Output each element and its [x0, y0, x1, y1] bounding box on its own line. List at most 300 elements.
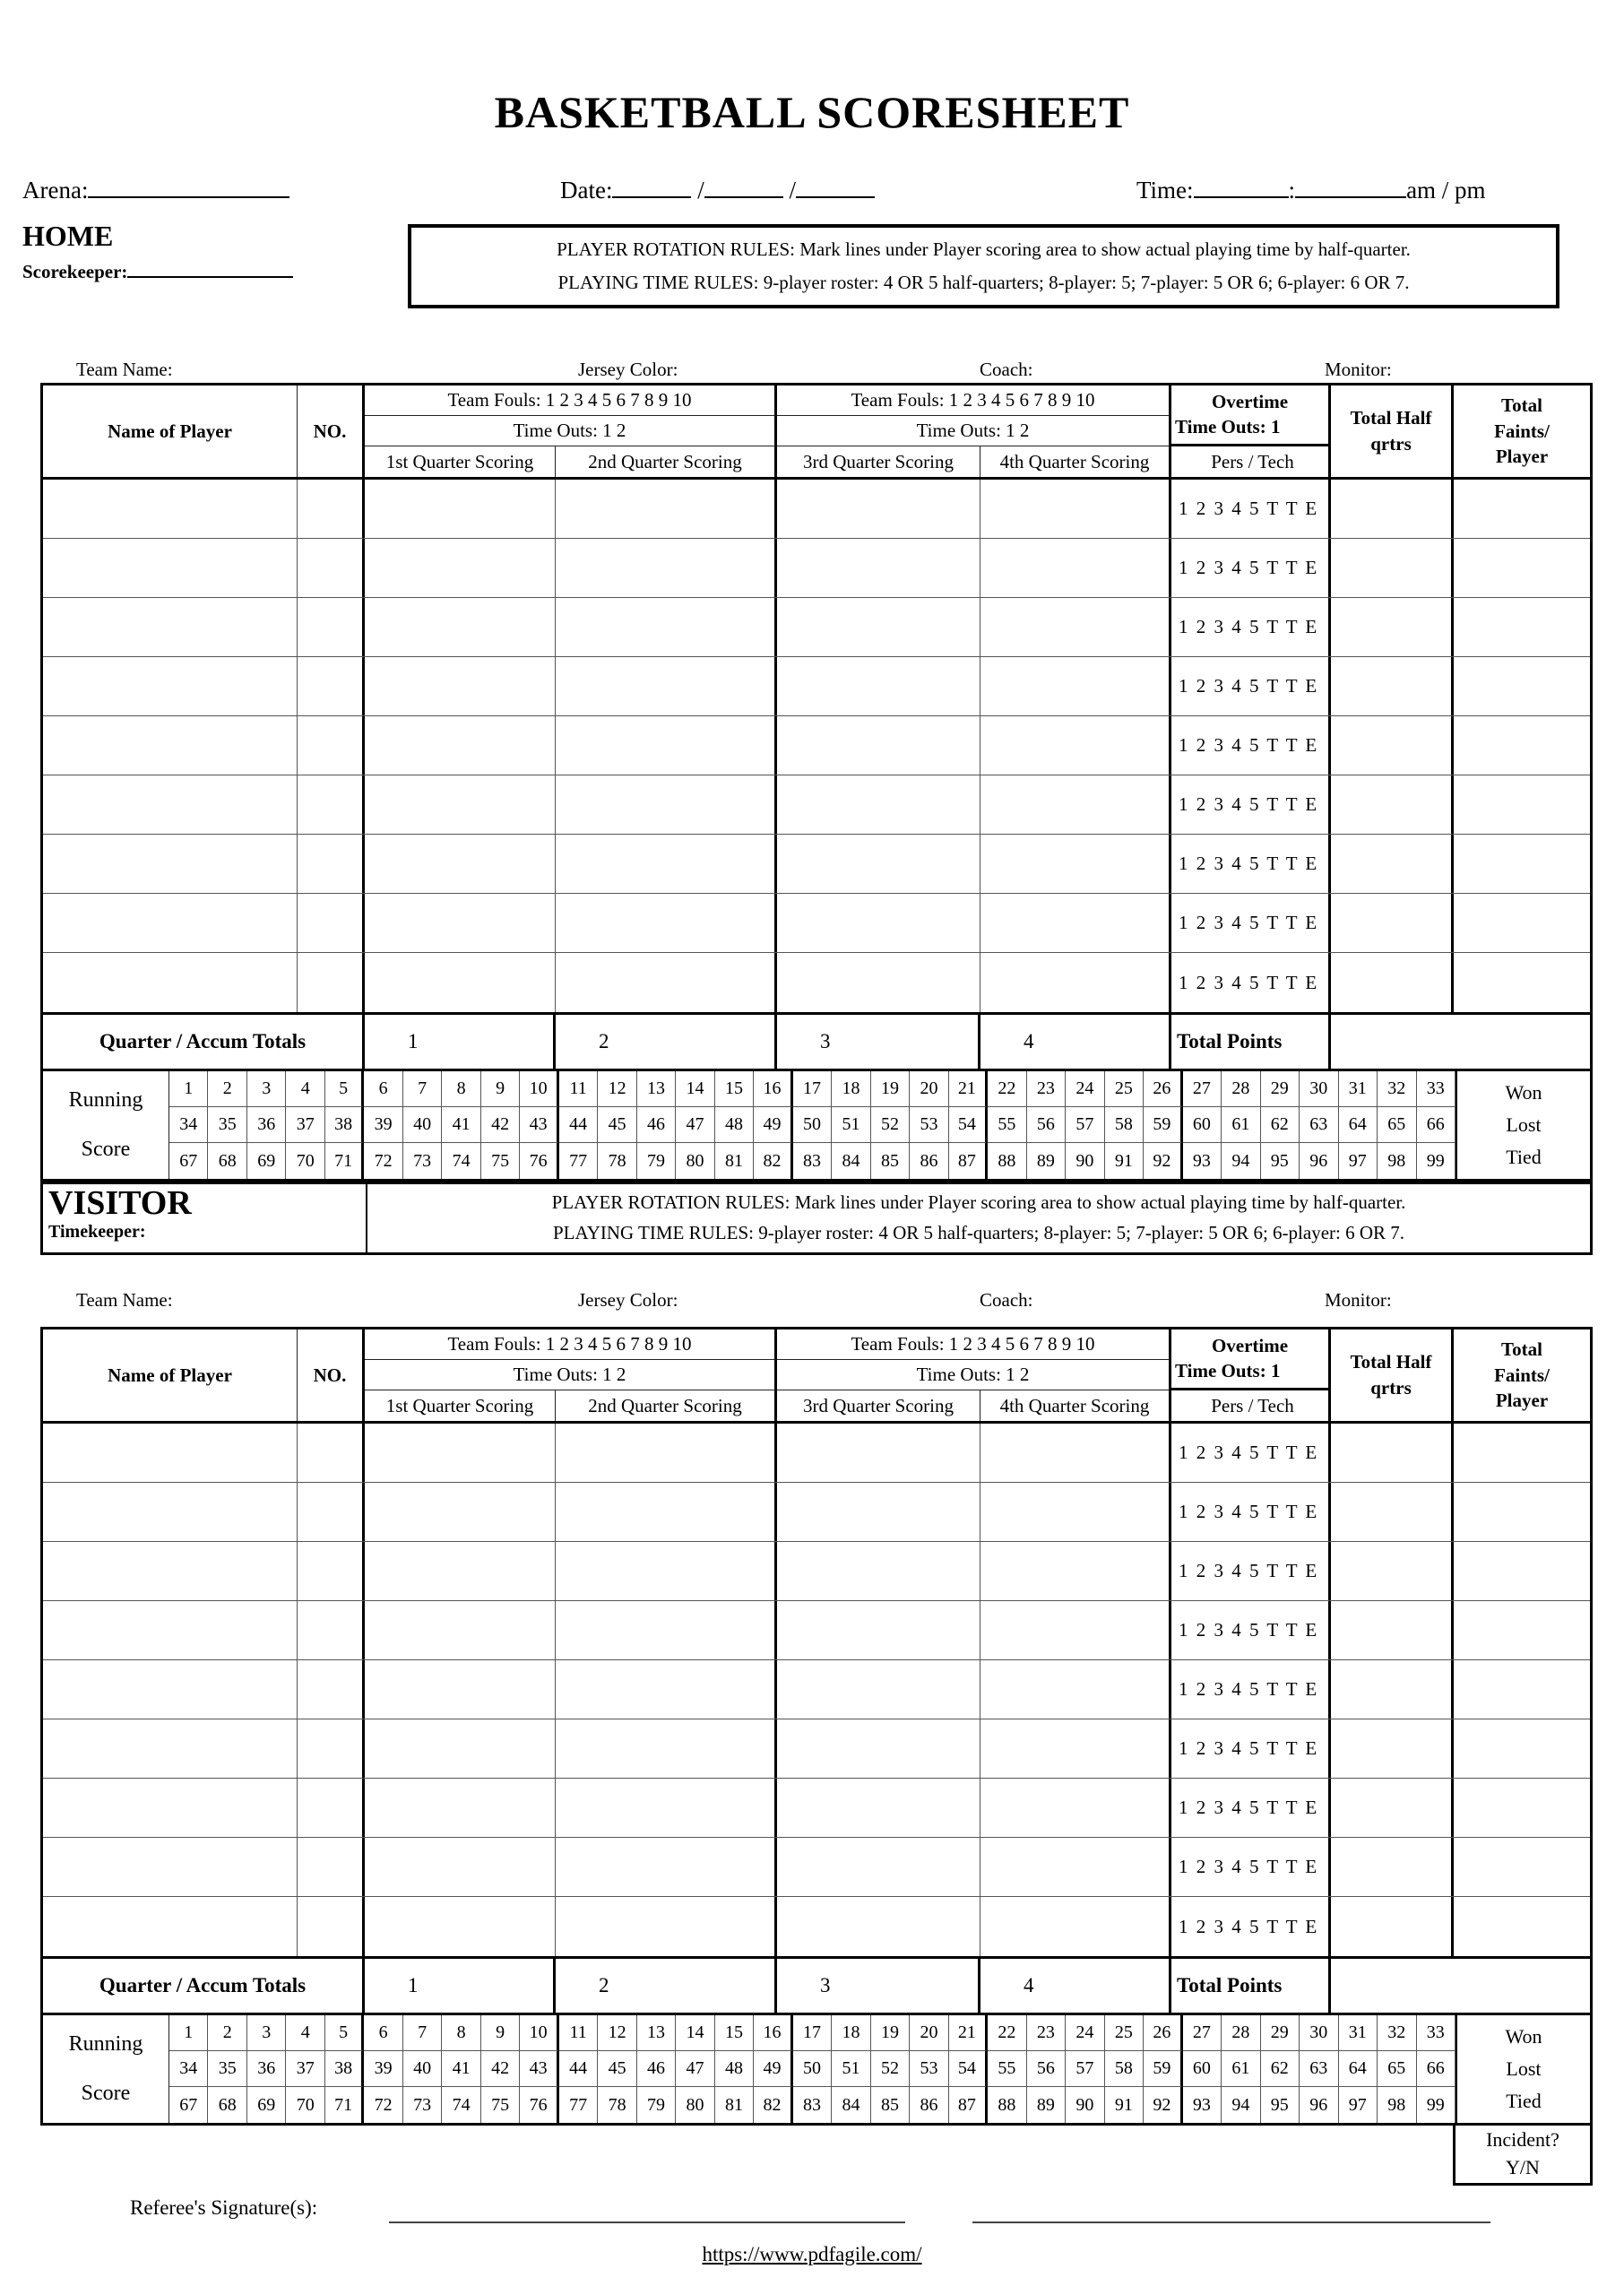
running-score-number[interactable]: 13 [637, 1071, 676, 1107]
running-score-number[interactable]: 47 [676, 2051, 714, 2087]
q4-scoring-cell[interactable] [980, 657, 1171, 715]
running-score-number[interactable]: 88 [988, 1143, 1026, 1179]
running-score-number[interactable]: 28 [1222, 1071, 1260, 1107]
running-score-number[interactable]: 45 [598, 2051, 636, 2087]
pers-tech-fouls-scale-cell[interactable]: 1 2 3 4 5 T T E [1171, 1601, 1331, 1659]
running-score-number[interactable]: 61 [1222, 1107, 1260, 1143]
running-score-number[interactable]: 29 [1261, 2015, 1300, 2051]
q1-scoring-cell[interactable] [365, 1838, 556, 1896]
running-score-number[interactable]: 23 [1027, 2015, 1066, 2051]
q2-total-cell[interactable]: 2 [556, 1959, 777, 2013]
running-score-number[interactable]: 98 [1378, 1143, 1416, 1179]
q3-scoring-cell[interactable] [777, 1897, 980, 1956]
player-no-cell[interactable] [298, 1483, 365, 1541]
total-faints-cell[interactable] [1454, 894, 1590, 952]
total-faints-cell[interactable] [1454, 716, 1590, 775]
running-score-number[interactable]: 87 [949, 2087, 988, 2123]
pers-tech-fouls-scale-cell[interactable]: 1 2 3 4 5 T T E [1171, 657, 1331, 715]
total-half-cell[interactable] [1331, 539, 1454, 597]
running-score-number[interactable]: 53 [910, 1107, 948, 1143]
result-option[interactable]: Lost [1506, 2057, 1542, 2080]
running-score-number[interactable]: 50 [793, 1107, 832, 1143]
running-score-number[interactable]: 46 [637, 1107, 676, 1143]
running-score-number[interactable]: 34 [169, 1107, 208, 1143]
q2-scoring-cell[interactable] [556, 1719, 777, 1778]
q3-scoring-cell[interactable] [777, 1719, 980, 1778]
q2-scoring-cell[interactable] [556, 894, 777, 952]
running-score-number[interactable]: 17 [793, 1071, 832, 1107]
running-score-number[interactable]: 97 [1339, 1143, 1378, 1179]
total-faints-cell[interactable] [1454, 1660, 1590, 1719]
running-score-number[interactable]: 46 [637, 2051, 676, 2087]
player-name-cell[interactable] [43, 835, 298, 893]
running-score-number[interactable]: 32 [1378, 1071, 1416, 1107]
running-score-number[interactable]: 30 [1300, 2015, 1338, 2051]
q4-scoring-cell[interactable] [980, 1779, 1171, 1837]
referee-signature-line-1[interactable] [389, 2221, 905, 2223]
running-score-number[interactable]: 30 [1300, 1071, 1338, 1107]
total-half-cell[interactable] [1331, 953, 1454, 1012]
running-score-number[interactable]: 48 [715, 2051, 754, 2087]
running-score-number[interactable]: 52 [871, 1107, 910, 1143]
running-score-number[interactable]: 81 [715, 2087, 754, 2123]
running-score-number[interactable]: 40 [403, 2051, 442, 2087]
q1-scoring-cell[interactable] [365, 953, 556, 1012]
player-name-cell[interactable] [43, 1601, 298, 1659]
running-score-number[interactable]: 4 [286, 2015, 324, 2051]
running-score-number[interactable]: 94 [1222, 1143, 1260, 1179]
q2-scoring-cell[interactable] [556, 1601, 777, 1659]
incident-yn-option[interactable]: Y/N [1506, 2156, 1540, 2178]
running-score-number[interactable]: 99 [1417, 1143, 1456, 1179]
running-score-number[interactable]: 52 [871, 2051, 910, 2087]
total-half-cell[interactable] [1331, 1483, 1454, 1541]
running-score-number[interactable]: 1 [169, 2015, 208, 2051]
running-score-number[interactable]: 44 [559, 2051, 598, 2087]
q1-scoring-cell[interactable] [365, 1542, 556, 1600]
time-outs-header-right[interactable]: Time Outs: 1 2 [777, 416, 1171, 446]
pers-tech-fouls-scale-cell[interactable]: 1 2 3 4 5 T T E [1171, 1719, 1331, 1778]
player-no-cell[interactable] [298, 953, 365, 1012]
running-score-number[interactable]: 38 [325, 2051, 364, 2087]
total-faints-cell[interactable] [1454, 539, 1590, 597]
running-score-number[interactable]: 86 [910, 1143, 948, 1179]
running-score-number[interactable]: 31 [1339, 1071, 1378, 1107]
running-score-number[interactable]: 14 [676, 2015, 714, 2051]
running-score-number[interactable]: 15 [715, 2015, 754, 2051]
running-score-number[interactable]: 79 [637, 1143, 676, 1179]
running-score-number[interactable]: 49 [754, 2051, 792, 2087]
total-half-cell[interactable] [1331, 1719, 1454, 1778]
running-score-number[interactable]: 26 [1144, 1071, 1182, 1107]
running-score-number[interactable]: 34 [169, 2051, 208, 2087]
q1-scoring-cell[interactable] [365, 1779, 556, 1837]
total-faints-cell[interactable] [1454, 598, 1590, 656]
q3-scoring-cell[interactable] [777, 953, 980, 1012]
running-score-number[interactable]: 69 [247, 1143, 286, 1179]
running-score-number[interactable]: 38 [325, 1107, 364, 1143]
running-score-number[interactable]: 73 [403, 1143, 442, 1179]
q4-scoring-cell[interactable] [980, 835, 1171, 893]
q1-scoring-cell[interactable] [365, 894, 556, 952]
running-score-number[interactable]: 23 [1027, 1071, 1066, 1107]
running-score-number[interactable]: 70 [286, 1143, 324, 1179]
total-faints-cell[interactable] [1454, 1838, 1590, 1896]
running-score-number[interactable]: 25 [1105, 1071, 1144, 1107]
running-score-number[interactable]: 85 [871, 1143, 910, 1179]
player-no-cell[interactable] [298, 1601, 365, 1659]
running-score-number[interactable]: 56 [1027, 1107, 1066, 1143]
player-no-cell[interactable] [298, 539, 365, 597]
running-score-number[interactable]: 12 [598, 1071, 636, 1107]
running-score-number[interactable]: 22 [988, 2015, 1026, 2051]
player-no-cell[interactable] [298, 1660, 365, 1719]
running-score-number[interactable]: 10 [520, 2015, 558, 2051]
q3-scoring-cell[interactable] [777, 1483, 980, 1541]
running-score-number[interactable]: 17 [793, 2015, 832, 2051]
running-score-number[interactable]: 80 [676, 1143, 714, 1179]
q2-scoring-cell[interactable] [556, 835, 777, 893]
total-half-cell[interactable] [1331, 1424, 1454, 1482]
time-hour-line[interactable] [1194, 172, 1289, 198]
running-score-number[interactable]: 60 [1183, 1107, 1222, 1143]
total-faints-cell[interactable] [1454, 1542, 1590, 1600]
running-score-number[interactable]: 78 [598, 1143, 636, 1179]
running-score-number[interactable]: 48 [715, 1107, 754, 1143]
total-faints-cell[interactable] [1454, 1483, 1590, 1541]
running-score-number[interactable]: 83 [793, 2087, 832, 2123]
running-score-number[interactable]: 73 [403, 2087, 442, 2123]
running-score-number[interactable]: 86 [910, 2087, 948, 2123]
player-name-cell[interactable] [43, 1838, 298, 1896]
running-score-number[interactable]: 41 [442, 2051, 480, 2087]
total-half-cell[interactable] [1331, 716, 1454, 775]
running-score-number[interactable]: 63 [1300, 1107, 1338, 1143]
q2-scoring-cell[interactable] [556, 716, 777, 775]
player-no-cell[interactable] [298, 1542, 365, 1600]
player-name-cell[interactable] [43, 1424, 298, 1482]
arena-input-line[interactable] [88, 172, 289, 198]
running-score-number[interactable]: 54 [949, 1107, 988, 1143]
running-score-number[interactable]: 59 [1144, 2051, 1182, 2087]
player-name-cell[interactable] [43, 539, 298, 597]
date-month-line[interactable] [612, 172, 691, 198]
running-score-number[interactable]: 88 [988, 2087, 1026, 2123]
q3-scoring-cell[interactable] [777, 1838, 980, 1896]
q1-total-cell[interactable]: 1 [365, 1959, 556, 2013]
player-no-cell[interactable] [298, 598, 365, 656]
total-half-cell[interactable] [1331, 1779, 1454, 1837]
time-minute-line[interactable] [1295, 172, 1406, 198]
running-score-number[interactable]: 92 [1144, 2087, 1182, 2123]
running-score-number[interactable]: 81 [715, 1143, 754, 1179]
total-faints-cell[interactable] [1454, 1719, 1590, 1778]
q4-scoring-cell[interactable] [980, 775, 1171, 834]
running-score-number[interactable]: 49 [754, 1107, 792, 1143]
player-name-cell[interactable] [43, 1660, 298, 1719]
running-score-number[interactable]: 40 [403, 1107, 442, 1143]
q3-scoring-cell[interactable] [777, 1779, 980, 1837]
q4-scoring-cell[interactable] [980, 480, 1171, 538]
running-score-number[interactable]: 29 [1261, 1071, 1300, 1107]
q4-total-cell[interactable]: 4 [980, 1015, 1171, 1069]
running-score-number[interactable]: 50 [793, 2051, 832, 2087]
player-name-cell[interactable] [43, 657, 298, 715]
total-half-cell[interactable] [1331, 894, 1454, 952]
pers-tech-fouls-scale-cell[interactable]: 1 2 3 4 5 T T E [1171, 1483, 1331, 1541]
running-score-number[interactable]: 35 [208, 2051, 246, 2087]
q2-total-cell[interactable]: 2 [556, 1015, 777, 1069]
q4-scoring-cell[interactable] [980, 1660, 1171, 1719]
running-score-number[interactable]: 99 [1417, 2087, 1456, 2123]
q4-scoring-cell[interactable] [980, 1897, 1171, 1956]
q4-scoring-cell[interactable] [980, 1483, 1171, 1541]
running-score-number[interactable]: 94 [1222, 2087, 1260, 2123]
player-no-cell[interactable] [298, 1719, 365, 1778]
total-half-cell[interactable] [1331, 1897, 1454, 1956]
player-name-cell[interactable] [43, 1897, 298, 1956]
q1-scoring-cell[interactable] [365, 657, 556, 715]
player-name-cell[interactable] [43, 1779, 298, 1837]
q4-scoring-cell[interactable] [980, 953, 1171, 1012]
q3-scoring-cell[interactable] [777, 539, 980, 597]
running-score-number[interactable]: 76 [520, 2087, 558, 2123]
referee-signature-line-2[interactable] [972, 2221, 1490, 2223]
player-name-cell[interactable] [43, 716, 298, 775]
time-outs-header-right[interactable]: Time Outs: 1 2 [777, 1360, 1171, 1390]
player-name-cell[interactable] [43, 1542, 298, 1600]
q3-scoring-cell[interactable] [777, 894, 980, 952]
running-score-number[interactable]: 91 [1105, 1143, 1144, 1179]
running-score-number[interactable]: 13 [637, 2015, 676, 2051]
total-faints-cell[interactable] [1454, 1601, 1590, 1659]
running-score-number[interactable]: 66 [1417, 2051, 1456, 2087]
running-score-number[interactable]: 76 [520, 1143, 558, 1179]
time-outs-header-left[interactable]: Time Outs: 1 2 [365, 1360, 777, 1390]
running-score-number[interactable]: 47 [676, 1107, 714, 1143]
running-score-number[interactable]: 4 [286, 1071, 324, 1107]
running-score-number[interactable]: 67 [169, 1143, 208, 1179]
total-points-value-cell[interactable] [1331, 1015, 1590, 1069]
team-fouls-header-right[interactable]: Team Fouls: 1 2 3 4 5 6 7 8 9 10 [777, 1329, 1171, 1360]
player-no-cell[interactable] [298, 1897, 365, 1956]
total-half-cell[interactable] [1331, 775, 1454, 834]
q2-scoring-cell[interactable] [556, 1838, 777, 1896]
total-half-cell[interactable] [1331, 480, 1454, 538]
running-score-number[interactable]: 41 [442, 1107, 480, 1143]
q1-scoring-cell[interactable] [365, 1719, 556, 1778]
total-faints-cell[interactable] [1454, 1897, 1590, 1956]
pers-tech-fouls-scale-cell[interactable]: 1 2 3 4 5 T T E [1171, 480, 1331, 538]
running-score-number[interactable]: 93 [1183, 2087, 1222, 2123]
q4-scoring-cell[interactable] [980, 1838, 1171, 1896]
running-score-number[interactable]: 6 [364, 1071, 402, 1107]
running-score-number[interactable]: 25 [1105, 2015, 1144, 2051]
running-score-number[interactable]: 3 [247, 1071, 286, 1107]
running-score-number[interactable]: 90 [1066, 1143, 1104, 1179]
player-name-cell[interactable] [43, 598, 298, 656]
q3-scoring-cell[interactable] [777, 1601, 980, 1659]
result-option[interactable]: Lost [1506, 1113, 1542, 1136]
pers-tech-fouls-scale-cell[interactable]: 1 2 3 4 5 T T E [1171, 1660, 1331, 1719]
player-no-cell[interactable] [298, 1779, 365, 1837]
running-score-number[interactable]: 20 [910, 1071, 948, 1107]
date-year-line[interactable] [796, 172, 875, 198]
running-score-number[interactable]: 1 [169, 1071, 208, 1107]
total-faints-cell[interactable] [1454, 480, 1590, 538]
q4-scoring-cell[interactable] [980, 716, 1171, 775]
q3-scoring-cell[interactable] [777, 1660, 980, 1719]
running-score-number[interactable]: 11 [559, 2015, 598, 2051]
q1-scoring-cell[interactable] [365, 1660, 556, 1719]
running-score-number[interactable]: 71 [325, 1143, 364, 1179]
running-score-number[interactable]: 64 [1339, 1107, 1378, 1143]
q2-scoring-cell[interactable] [556, 1779, 777, 1837]
running-score-number[interactable]: 82 [754, 2087, 792, 2123]
running-score-number[interactable]: 85 [871, 2087, 910, 2123]
q2-scoring-cell[interactable] [556, 598, 777, 656]
team-fouls-header-left[interactable]: Team Fouls: 1 2 3 4 5 6 7 8 9 10 [365, 385, 777, 416]
running-score-number[interactable]: 58 [1105, 2051, 1144, 2087]
result-option[interactable]: Tied [1506, 1146, 1542, 1168]
running-score-number[interactable]: 83 [793, 1143, 832, 1179]
player-name-cell[interactable] [43, 480, 298, 538]
q3-scoring-cell[interactable] [777, 716, 980, 775]
running-score-number[interactable]: 6 [364, 2015, 402, 2051]
running-score-number[interactable]: 32 [1378, 2015, 1416, 2051]
running-score-number[interactable]: 56 [1027, 2051, 1066, 2087]
q2-scoring-cell[interactable] [556, 1483, 777, 1541]
player-no-cell[interactable] [298, 775, 365, 834]
q2-scoring-cell[interactable] [556, 657, 777, 715]
running-score-number[interactable]: 75 [481, 2087, 520, 2123]
running-score-number[interactable]: 42 [481, 1107, 520, 1143]
q3-scoring-cell[interactable] [777, 657, 980, 715]
running-score-number[interactable]: 39 [364, 2051, 402, 2087]
running-score-number[interactable]: 60 [1183, 2051, 1222, 2087]
q1-total-cell[interactable]: 1 [365, 1015, 556, 1069]
running-score-number[interactable]: 51 [832, 2051, 870, 2087]
player-no-cell[interactable] [298, 894, 365, 952]
q4-scoring-cell[interactable] [980, 1424, 1171, 1482]
running-score-number[interactable]: 77 [559, 1143, 598, 1179]
running-score-number[interactable]: 12 [598, 2015, 636, 2051]
q1-scoring-cell[interactable] [365, 1601, 556, 1659]
running-score-number[interactable]: 89 [1027, 1143, 1066, 1179]
running-score-number[interactable]: 74 [442, 1143, 480, 1179]
q2-scoring-cell[interactable] [556, 1424, 777, 1482]
running-score-number[interactable]: 55 [988, 2051, 1026, 2087]
pers-tech-fouls-scale-cell[interactable]: 1 2 3 4 5 T T E [1171, 1424, 1331, 1482]
player-no-cell[interactable] [298, 1424, 365, 1482]
pers-tech-fouls-scale-cell[interactable]: 1 2 3 4 5 T T E [1171, 953, 1331, 1012]
running-score-number[interactable]: 21 [949, 2015, 988, 2051]
running-score-number[interactable]: 2 [208, 1071, 246, 1107]
q3-scoring-cell[interactable] [777, 1542, 980, 1600]
q4-scoring-cell[interactable] [980, 1719, 1171, 1778]
running-score-number[interactable]: 7 [403, 1071, 442, 1107]
scorekeeper-input-line[interactable] [127, 257, 293, 278]
q2-scoring-cell[interactable] [556, 775, 777, 834]
pers-tech-fouls-scale-cell[interactable]: 1 2 3 4 5 T T E [1171, 716, 1331, 775]
running-score-number[interactable]: 59 [1144, 1107, 1182, 1143]
running-score-number[interactable]: 8 [442, 1071, 480, 1107]
pers-tech-fouls-scale-cell[interactable]: 1 2 3 4 5 T T E [1171, 1838, 1331, 1896]
running-score-number[interactable]: 31 [1339, 2015, 1378, 2051]
running-score-number[interactable]: 77 [559, 2087, 598, 2123]
running-score-number[interactable]: 3 [247, 2015, 286, 2051]
running-score-number[interactable]: 18 [832, 2015, 870, 2051]
result-option[interactable]: Won [1505, 1081, 1542, 1104]
running-score-number[interactable]: 11 [559, 1071, 598, 1107]
running-score-number[interactable]: 71 [325, 2087, 364, 2123]
total-half-cell[interactable] [1331, 1838, 1454, 1896]
running-score-number[interactable]: 33 [1417, 1071, 1456, 1107]
q2-scoring-cell[interactable] [556, 539, 777, 597]
running-score-number[interactable]: 84 [832, 1143, 870, 1179]
running-score-number[interactable]: 28 [1222, 2015, 1260, 2051]
running-score-number[interactable]: 87 [949, 1143, 988, 1179]
running-score-number[interactable]: 97 [1339, 2087, 1378, 2123]
running-score-number[interactable]: 26 [1144, 2015, 1182, 2051]
running-score-number[interactable]: 64 [1339, 2051, 1378, 2087]
total-half-cell[interactable] [1331, 657, 1454, 715]
running-score-number[interactable]: 74 [442, 2087, 480, 2123]
running-score-number[interactable]: 9 [481, 2015, 520, 2051]
running-score-number[interactable]: 19 [871, 2015, 910, 2051]
running-score-number[interactable]: 78 [598, 2087, 636, 2123]
running-score-number[interactable]: 75 [481, 1143, 520, 1179]
incident-box[interactable] [1453, 2123, 1593, 2186]
pers-tech-fouls-scale-cell[interactable]: 1 2 3 4 5 T T E [1171, 598, 1331, 656]
total-half-cell[interactable] [1331, 1601, 1454, 1659]
ampm-option[interactable]: am / pm [1406, 177, 1486, 204]
running-score-number[interactable]: 61 [1222, 2051, 1260, 2087]
q1-scoring-cell[interactable] [365, 835, 556, 893]
running-score-number[interactable]: 43 [520, 1107, 558, 1143]
running-score-number[interactable]: 24 [1066, 1071, 1104, 1107]
running-score-number[interactable]: 72 [364, 2087, 402, 2123]
result-option[interactable]: Won [1505, 2025, 1542, 2048]
running-score-number[interactable]: 16 [754, 1071, 792, 1107]
q3-scoring-cell[interactable] [777, 835, 980, 893]
player-no-cell[interactable] [298, 480, 365, 538]
q3-scoring-cell[interactable] [777, 480, 980, 538]
q1-scoring-cell[interactable] [365, 1424, 556, 1482]
q3-scoring-cell[interactable] [777, 598, 980, 656]
pers-tech-fouls-scale-cell[interactable]: 1 2 3 4 5 T T E [1171, 894, 1331, 952]
running-score-number[interactable]: 96 [1300, 1143, 1338, 1179]
q2-scoring-cell[interactable] [556, 1897, 777, 1956]
running-score-number[interactable]: 55 [988, 1107, 1026, 1143]
running-score-number[interactable]: 58 [1105, 1107, 1144, 1143]
running-score-number[interactable]: 53 [910, 2051, 948, 2087]
pers-tech-fouls-scale-cell[interactable]: 1 2 3 4 5 T T E [1171, 835, 1331, 893]
time-outs-header-left[interactable]: Time Outs: 1 2 [365, 416, 777, 446]
q2-scoring-cell[interactable] [556, 1542, 777, 1600]
running-score-number[interactable]: 42 [481, 2051, 520, 2087]
running-score-number[interactable]: 72 [364, 1143, 402, 1179]
total-half-cell[interactable] [1331, 598, 1454, 656]
running-score-number[interactable]: 92 [1144, 1143, 1182, 1179]
running-score-number[interactable]: 51 [832, 1107, 870, 1143]
running-score-number[interactable]: 63 [1300, 2051, 1338, 2087]
running-score-number[interactable]: 37 [286, 2051, 324, 2087]
total-faints-cell[interactable] [1454, 657, 1590, 715]
player-name-cell[interactable] [43, 1719, 298, 1778]
running-score-number[interactable]: 95 [1261, 1143, 1300, 1179]
player-no-cell[interactable] [298, 835, 365, 893]
